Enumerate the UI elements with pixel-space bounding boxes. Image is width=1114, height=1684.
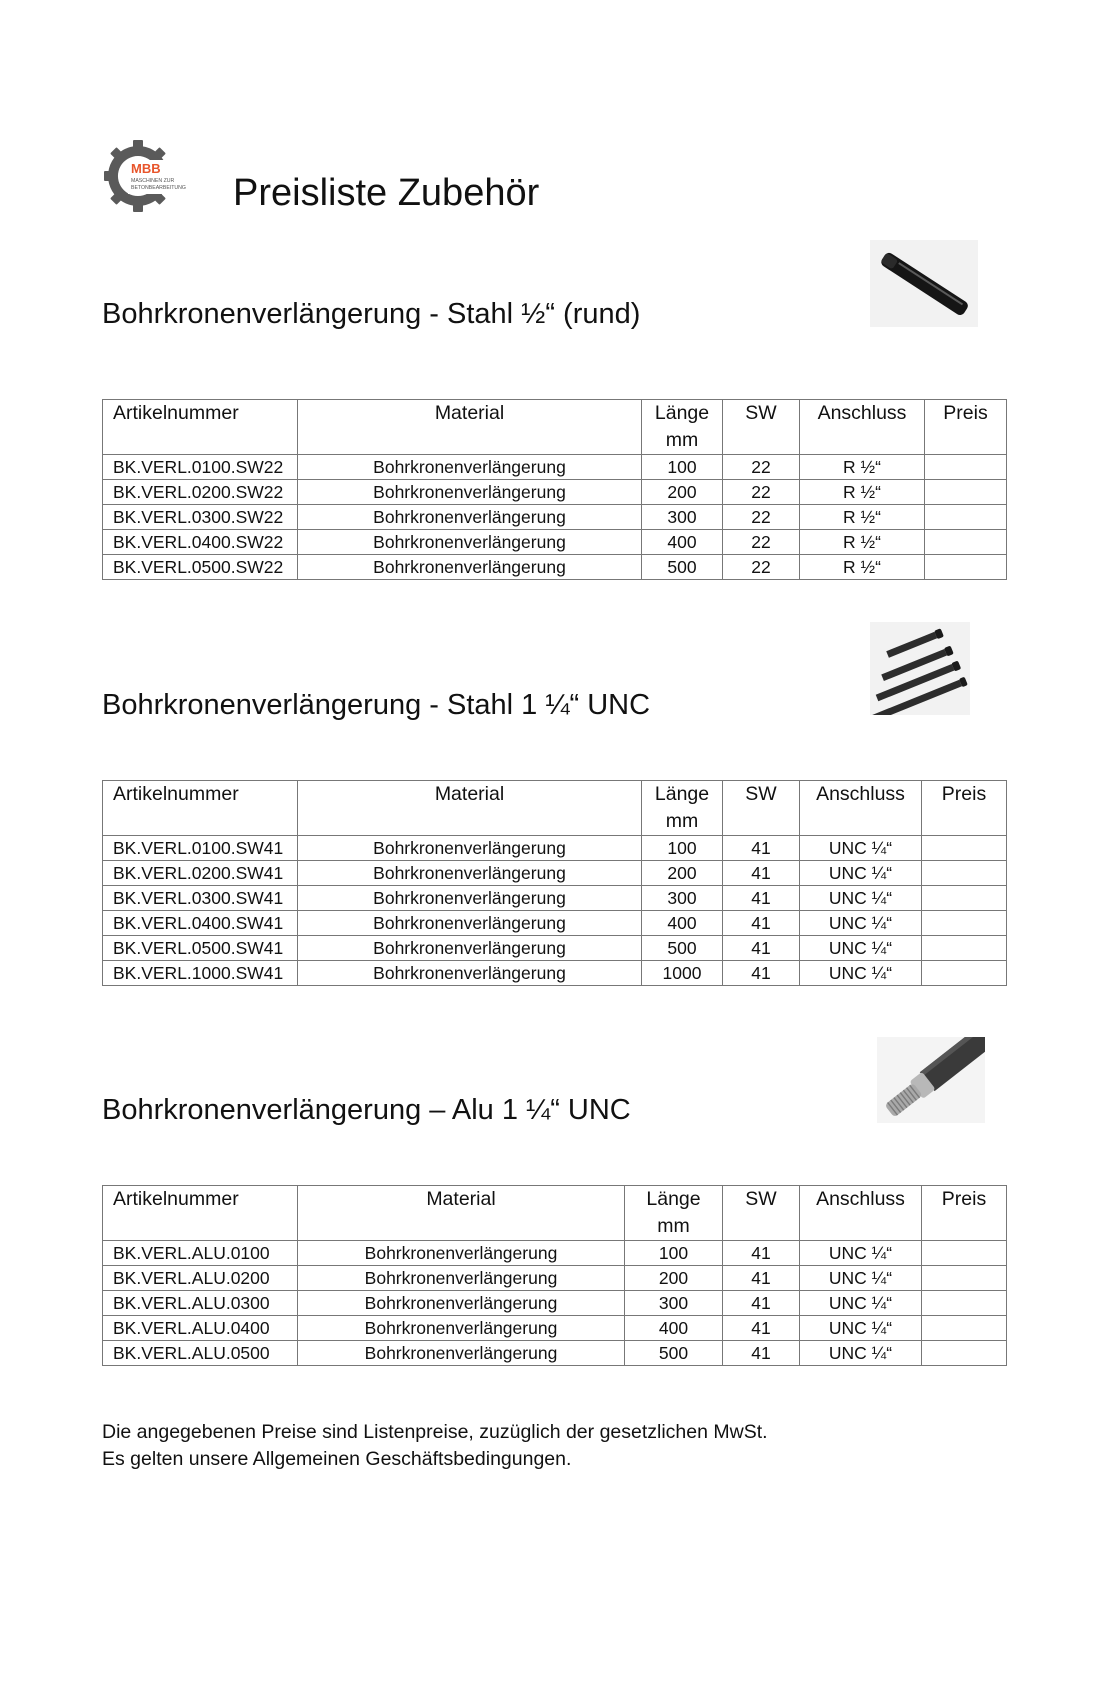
cell-artikelnummer: BK.VERL.ALU.0300 [103, 1291, 298, 1316]
table-row [103, 961, 1007, 986]
table-row [103, 1291, 1007, 1316]
cell-preis [922, 1291, 1007, 1316]
cell-sw: 22 [723, 480, 800, 505]
cell-material: Bohrkronenverlängerung [298, 530, 642, 555]
cell-preis [922, 861, 1007, 886]
cell-anschluss: UNC ¼“ [800, 1241, 922, 1266]
logo-brand: MBB [131, 161, 161, 176]
cell-material: Bohrkronenverlängerung [298, 836, 642, 861]
cell-artikelnummer: BK.VERL.0100.SW41 [103, 836, 298, 861]
cell-anschluss: UNC ¼“ [800, 1266, 922, 1291]
cell-anschluss: UNC ¼“ [800, 936, 922, 961]
cell-material: Bohrkronenverlängerung [298, 1341, 625, 1366]
column-header-material: Material [298, 1186, 625, 1241]
table-header-row [103, 400, 1007, 455]
cell-anschluss: UNC ¼“ [800, 1291, 922, 1316]
cell-artikelnummer: BK.VERL.0300.SW41 [103, 886, 298, 911]
cell-laenge: 500 [625, 1341, 723, 1366]
cell-anschluss: UNC ¼“ [800, 1341, 922, 1366]
cell-laenge: 100 [625, 1241, 723, 1266]
cell-laenge: 300 [642, 505, 723, 530]
cell-material: Bohrkronenverlängerung [298, 455, 642, 480]
column-header-artikelnummer: Artikelnummer [103, 781, 298, 836]
cell-anschluss: UNC ¼“ [800, 886, 922, 911]
cell-preis [922, 1341, 1007, 1366]
column-header-laenge [625, 1186, 723, 1241]
cell-preis [922, 1241, 1007, 1266]
extension-rods-icon [870, 622, 970, 715]
laenge-unit: mm [665, 810, 699, 832]
cell-artikelnummer: BK.VERL.ALU.0100 [103, 1241, 298, 1266]
cell-laenge: 1000 [642, 961, 723, 986]
column-header-material: Material [298, 400, 642, 455]
cell-anschluss: R ½“ [800, 505, 925, 530]
cell-sw: 41 [723, 911, 800, 936]
cell-preis [925, 555, 1007, 580]
table-row [103, 861, 1007, 886]
cell-preis [922, 1266, 1007, 1291]
cell-preis [922, 911, 1007, 936]
cell-preis [925, 530, 1007, 555]
extension-rod-icon [870, 240, 978, 327]
cell-material: Bohrkronenverlängerung [298, 555, 642, 580]
cell-artikelnummer: BK.VERL.0400.SW41 [103, 911, 298, 936]
cell-sw: 22 [723, 505, 800, 530]
cell-material: Bohrkronenverlängerung [298, 911, 642, 936]
price-table [102, 1185, 1007, 1366]
cell-anschluss: UNC ¼“ [800, 836, 922, 861]
cell-material: Bohrkronenverlängerung [298, 1241, 625, 1266]
cell-preis [925, 505, 1007, 530]
laenge-label: Länge [646, 1188, 701, 1210]
price-table [102, 399, 1007, 580]
cell-laenge: 200 [642, 480, 723, 505]
product-image [877, 1037, 985, 1123]
column-header-preis: Preis [922, 1186, 1007, 1241]
cell-material: Bohrkronenverlängerung [298, 861, 642, 886]
table-row [103, 480, 1007, 505]
table-row [103, 1341, 1007, 1366]
cell-artikelnummer: BK.VERL.0100.SW22 [103, 455, 298, 480]
cell-laenge: 200 [625, 1266, 723, 1291]
cell-laenge: 400 [642, 911, 723, 936]
column-header-artikelnummer: Artikelnummer [103, 1186, 298, 1241]
section-title: Bohrkronenverlängerung - Stahl 1 ¼“ UNC [102, 689, 651, 721]
cell-anschluss: UNC ¼“ [800, 911, 922, 936]
price-table [102, 780, 1007, 986]
table-row [103, 1316, 1007, 1341]
laenge-unit: mm [665, 429, 699, 451]
cell-material: Bohrkronenverlängerung [298, 480, 642, 505]
cell-laenge: 300 [625, 1291, 723, 1316]
table-row [103, 555, 1007, 580]
laenge-label: Länge [654, 783, 710, 805]
cell-preis [922, 836, 1007, 861]
cell-preis [925, 480, 1007, 505]
cell-artikelnummer: BK.VERL.0500.SW22 [103, 555, 298, 580]
cell-material: Bohrkronenverlängerung [298, 1316, 625, 1341]
column-header-laenge [642, 400, 723, 455]
cell-artikelnummer: BK.VERL.0200.SW22 [103, 480, 298, 505]
column-header-material: Material [298, 781, 642, 836]
table-row [103, 936, 1007, 961]
cell-sw: 41 [723, 1241, 800, 1266]
cell-preis [922, 961, 1007, 986]
cell-sw: 41 [723, 1266, 800, 1291]
cell-sw: 41 [723, 961, 800, 986]
column-header-artikelnummer: Artikelnummer [103, 400, 298, 455]
cell-preis [925, 455, 1007, 480]
cell-material: Bohrkronenverlängerung [298, 1266, 625, 1291]
column-header-preis: Preis [925, 400, 1007, 455]
product-image [870, 622, 970, 715]
cell-sw: 22 [723, 530, 800, 555]
table-row [103, 530, 1007, 555]
cell-laenge: 500 [642, 936, 723, 961]
cell-material: Bohrkronenverlängerung [298, 961, 642, 986]
page-title: Preisliste Zubehör [233, 172, 540, 214]
cell-material: Bohrkronenverlängerung [298, 886, 642, 911]
cell-sw: 41 [723, 936, 800, 961]
cell-material: Bohrkronenverlängerung [298, 936, 642, 961]
section-title: Bohrkronenverlängerung - Stahl ½“ (rund) [102, 298, 641, 330]
table-row [103, 886, 1007, 911]
cell-laenge: 100 [642, 836, 723, 861]
cell-artikelnummer: BK.VERL.0400.SW22 [103, 530, 298, 555]
cell-sw: 41 [723, 836, 800, 861]
column-header-sw: SW [723, 781, 800, 836]
cell-artikelnummer: BK.VERL.0300.SW22 [103, 505, 298, 530]
table-row [103, 836, 1007, 861]
logo-tagline-1: MASCHINEN ZUR [131, 178, 175, 184]
cell-sw: 41 [723, 1316, 800, 1341]
gear-icon [104, 140, 204, 212]
cell-artikelnummer: BK.VERL.0500.SW41 [103, 936, 298, 961]
table-row [103, 455, 1007, 480]
cell-laenge: 500 [642, 555, 723, 580]
cell-material: Bohrkronenverlängerung [298, 1291, 625, 1316]
cell-sw: 22 [723, 555, 800, 580]
product-image [870, 240, 978, 327]
column-header-laenge [642, 781, 723, 836]
table-header-row [103, 1186, 1007, 1241]
cell-sw: 41 [723, 1291, 800, 1316]
cell-sw: 41 [723, 886, 800, 911]
footer-notes [102, 1419, 768, 1473]
table-row [103, 1241, 1007, 1266]
column-header-anschluss: Anschluss [800, 781, 922, 836]
cell-preis [922, 886, 1007, 911]
cell-anschluss: UNC ¼“ [800, 1316, 922, 1341]
cell-sw: 41 [723, 1341, 800, 1366]
column-header-preis: Preis [922, 781, 1007, 836]
cell-artikelnummer: BK.VERL.0200.SW41 [103, 861, 298, 886]
cell-laenge: 400 [625, 1316, 723, 1341]
column-header-sw: SW [723, 1186, 800, 1241]
company-logo [104, 140, 204, 212]
logo-tagline-2: BETONBEARBEITUNG [131, 185, 186, 191]
cell-artikelnummer: BK.VERL.ALU.0500 [103, 1341, 298, 1366]
cell-anschluss: UNC ¼“ [800, 861, 922, 886]
cell-artikelnummer: BK.VERL.ALU.0400 [103, 1316, 298, 1341]
cell-anschluss: R ½“ [800, 555, 925, 580]
cell-material: Bohrkronenverlängerung [298, 505, 642, 530]
cell-sw: 41 [723, 861, 800, 886]
cell-laenge: 300 [642, 886, 723, 911]
column-header-anschluss: Anschluss [800, 400, 925, 455]
cell-anschluss: R ½“ [800, 530, 925, 555]
cell-preis [922, 936, 1007, 961]
table-row [103, 505, 1007, 530]
cell-laenge: 200 [642, 861, 723, 886]
table-header-row [103, 781, 1007, 836]
table-row [103, 911, 1007, 936]
cell-artikelnummer: BK.VERL.1000.SW41 [103, 961, 298, 986]
cell-laenge: 100 [642, 455, 723, 480]
cell-sw: 22 [723, 455, 800, 480]
laenge-label: Länge [654, 402, 710, 424]
column-header-anschluss: Anschluss [800, 1186, 922, 1241]
cell-anschluss: UNC ¼“ [800, 961, 922, 986]
cell-laenge: 400 [642, 530, 723, 555]
footer-vat-note: Die angegebenen Preise sind Listenpreise, zuzüglich der gesetzlichen MwSt. [102, 1421, 768, 1443]
threaded-rod-icon [877, 1037, 985, 1123]
column-header-sw: SW [723, 400, 800, 455]
section-title: Bohrkronenverlängerung – Alu 1 ¼“ UNC [102, 1094, 631, 1126]
cell-anschluss: R ½“ [800, 455, 925, 480]
footer-terms-note: Es gelten unsere Allgemeinen Geschäftsbedingungen. [102, 1448, 572, 1470]
cell-artikelnummer: BK.VERL.ALU.0200 [103, 1266, 298, 1291]
cell-anschluss: R ½“ [800, 480, 925, 505]
cell-preis [922, 1316, 1007, 1341]
laenge-unit: mm [657, 1215, 690, 1237]
table-row [103, 1266, 1007, 1291]
